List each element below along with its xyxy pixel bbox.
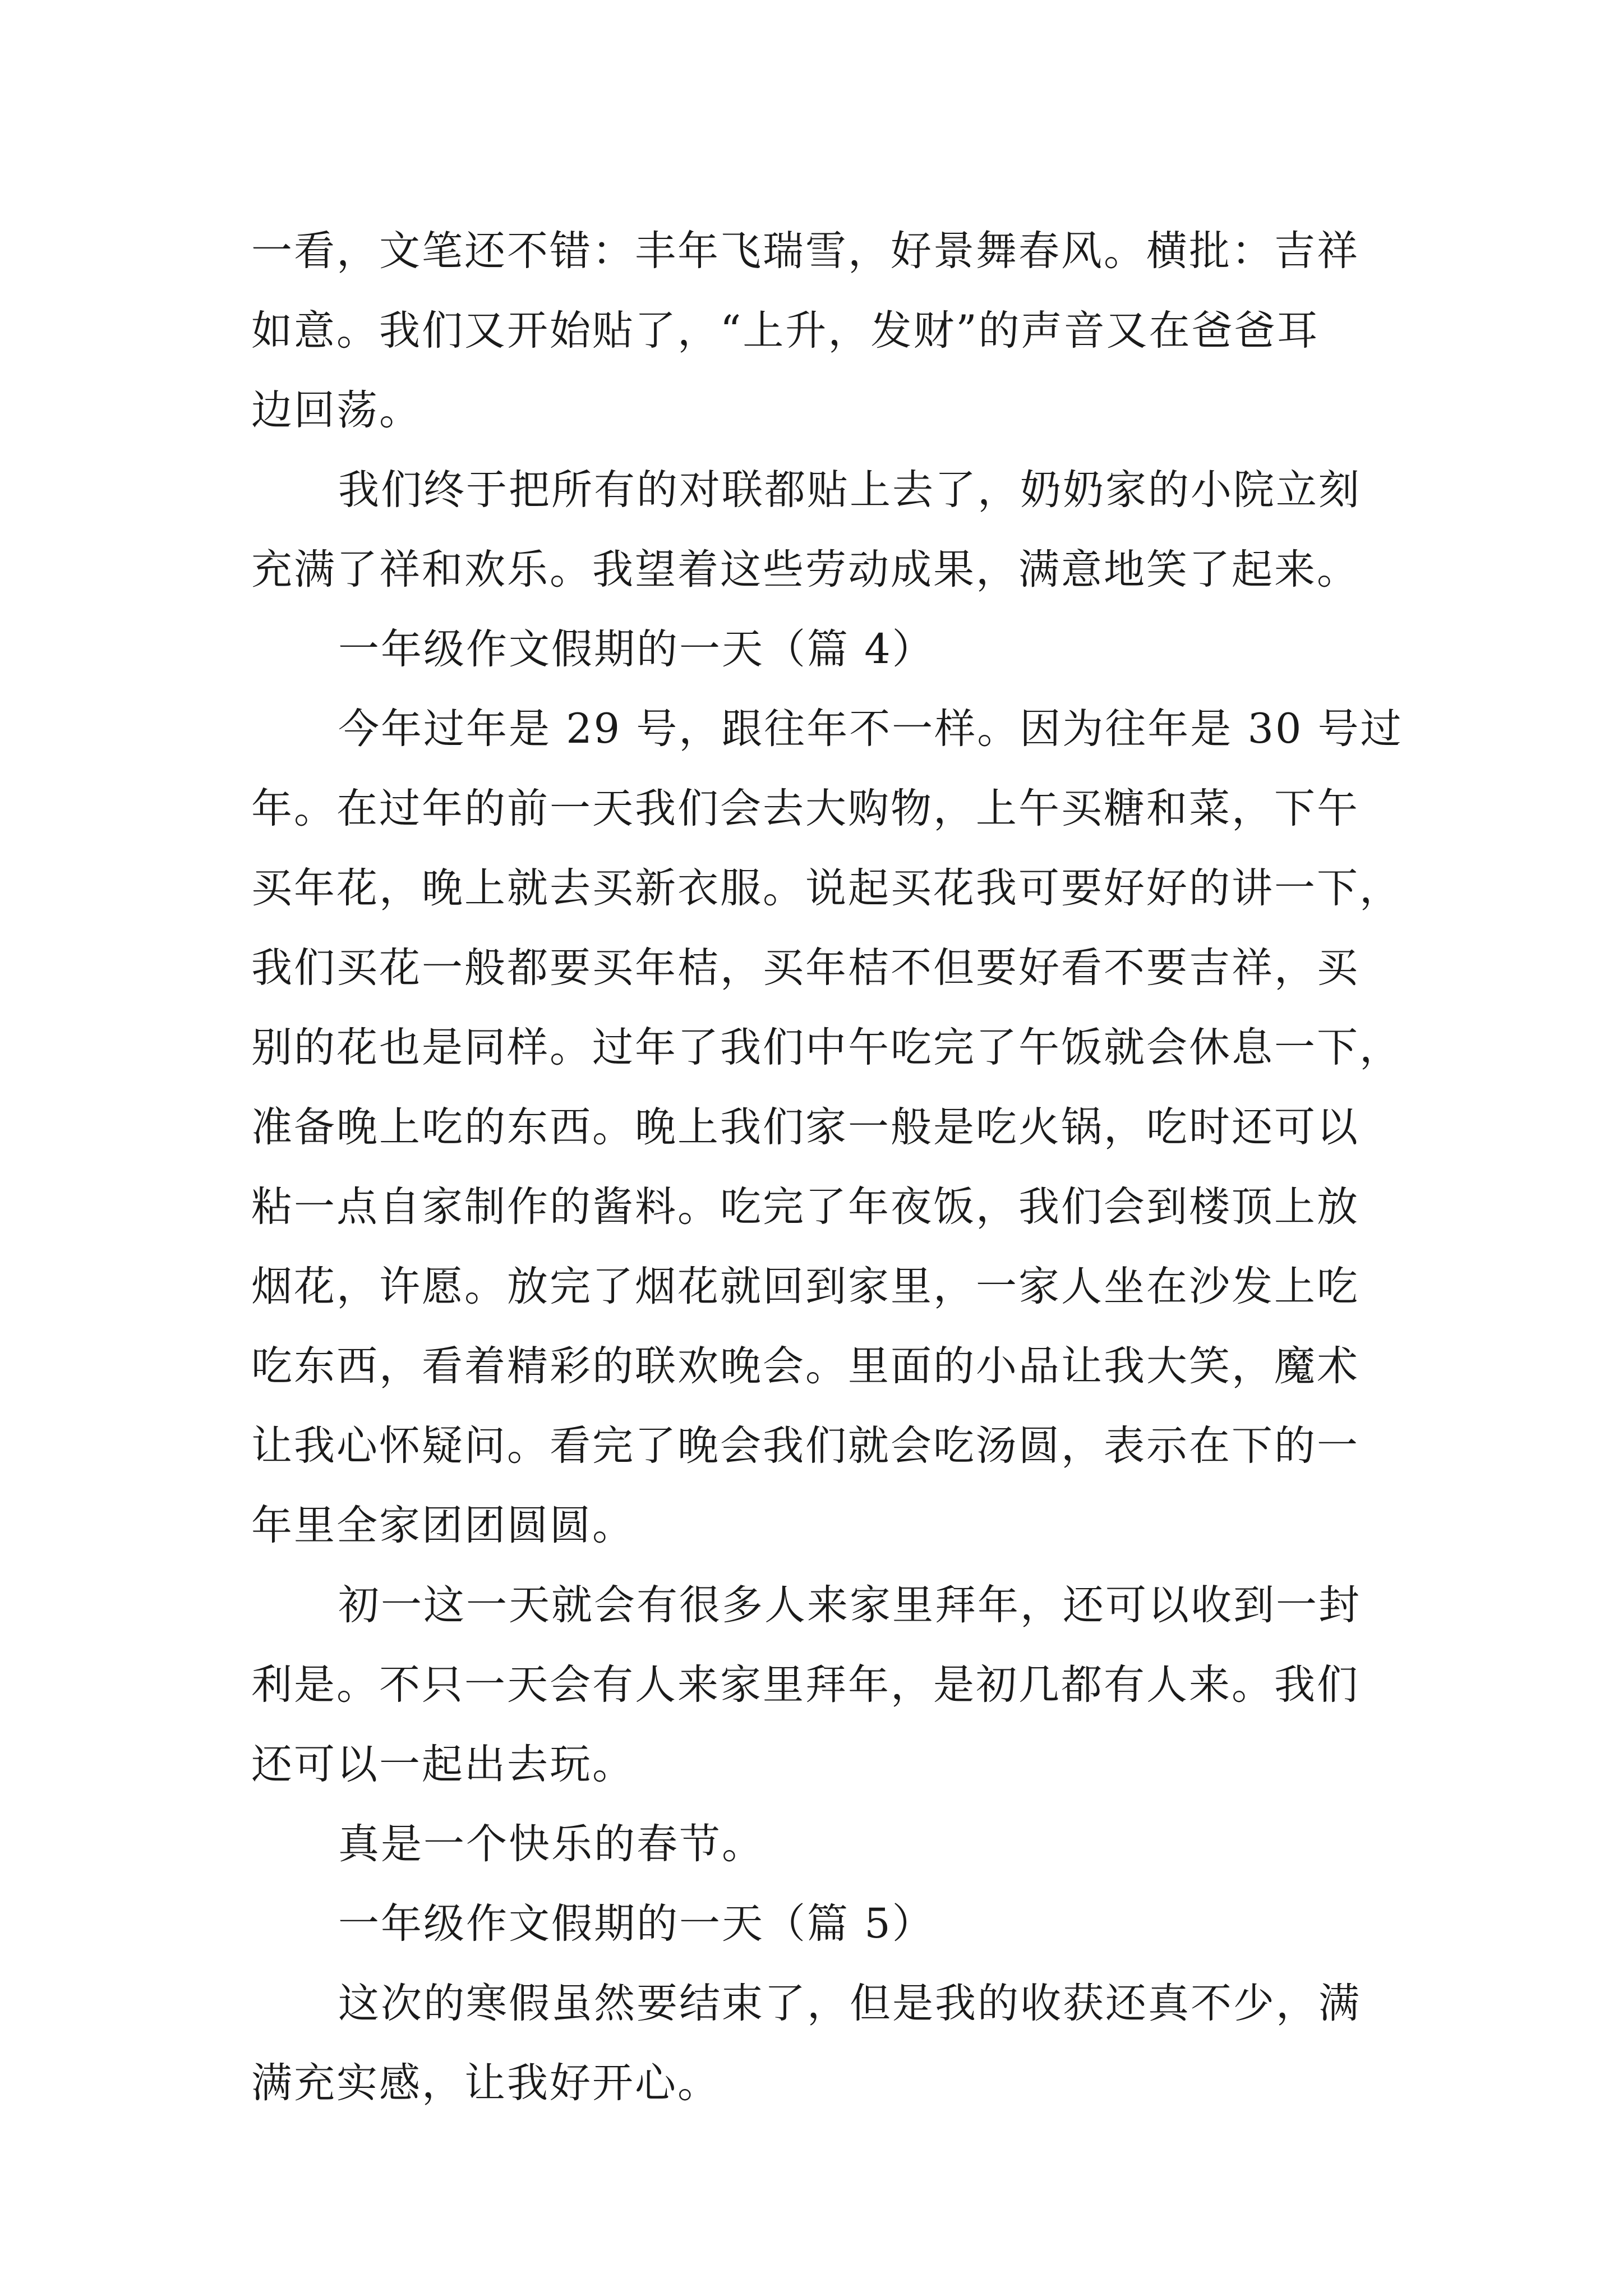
text-line: 年里全家团团圆圆。 — [251, 1502, 635, 1549]
text-line: 年。在过年的前一天我们会去大购物，上午买糖和菜，下午 — [251, 785, 1359, 832]
text-line: 让我心怀疑问。看完了晚会我们就会吃汤圆，表示在下的一 — [251, 1422, 1359, 1470]
text-line: 利是。不只一天会有人来家里拜年，是初几都有人来。我们 — [251, 1661, 1359, 1709]
text-line: 吃东西，看着精彩的联欢晚会。里面的小品让我大笑，魔术 — [251, 1342, 1359, 1390]
text-line: 初一这一天就会有很多人来家里拜年，还可以收到一封 — [338, 1581, 1361, 1629]
text-line: 我们买花一般都要买年桔，买年桔不但要好看不要吉祥，买 — [251, 944, 1359, 992]
text-line: 别的花也是同样。过年了我们中午吃完了午饭就会休息一下， — [251, 1024, 1402, 1071]
text-line: 充满了祥和欢乐。我望着这些劳动成果，满意地笑了起来。 — [251, 546, 1359, 593]
section-heading: 一年级作文假期的一天（篇 4） — [338, 625, 935, 673]
text-line: 粘一点自家制作的酱料。吃完了年夜饭，我们会到楼顶上放 — [251, 1183, 1359, 1231]
text-line: 如意。我们又开始贴了，“上升，发财”的声音又在爸爸耳 — [251, 307, 1320, 355]
text-line: 我们终于把所有的对联都贴上去了，奶奶家的小院立刻 — [338, 466, 1361, 514]
text-line: 一看，文笔还不错：丰年飞瑞雪，好景舞春风。横批：吉祥 — [251, 227, 1359, 275]
section-heading: 一年级作文假期的一天（篇 5） — [338, 1900, 935, 1948]
text-line: 真是一个快乐的春节。 — [338, 1820, 764, 1868]
text-line: 买年花，晚上就去买新衣服。说起买花我可要好好的讲一下， — [251, 864, 1402, 912]
text-line: 满充实感，让我好开心。 — [251, 2059, 720, 2107]
text-line: 这次的寒假虽然要结束了，但是我的收获还真不少，满 — [338, 1980, 1361, 2027]
text-line: 还可以一起出去玩。 — [251, 1741, 635, 1788]
text-line: 烟花，许愿。放完了烟花就回到家里，一家人坐在沙发上吃 — [251, 1263, 1359, 1310]
text-line: 今年过年是 29 号，跟往年不一样。因为往年是 30 号过 — [338, 705, 1403, 753]
text-line: 准备晚上吃的东西。晚上我们家一般是吃火锅，吃时还可以 — [251, 1103, 1359, 1151]
text-line: 边回荡。 — [251, 386, 422, 434]
